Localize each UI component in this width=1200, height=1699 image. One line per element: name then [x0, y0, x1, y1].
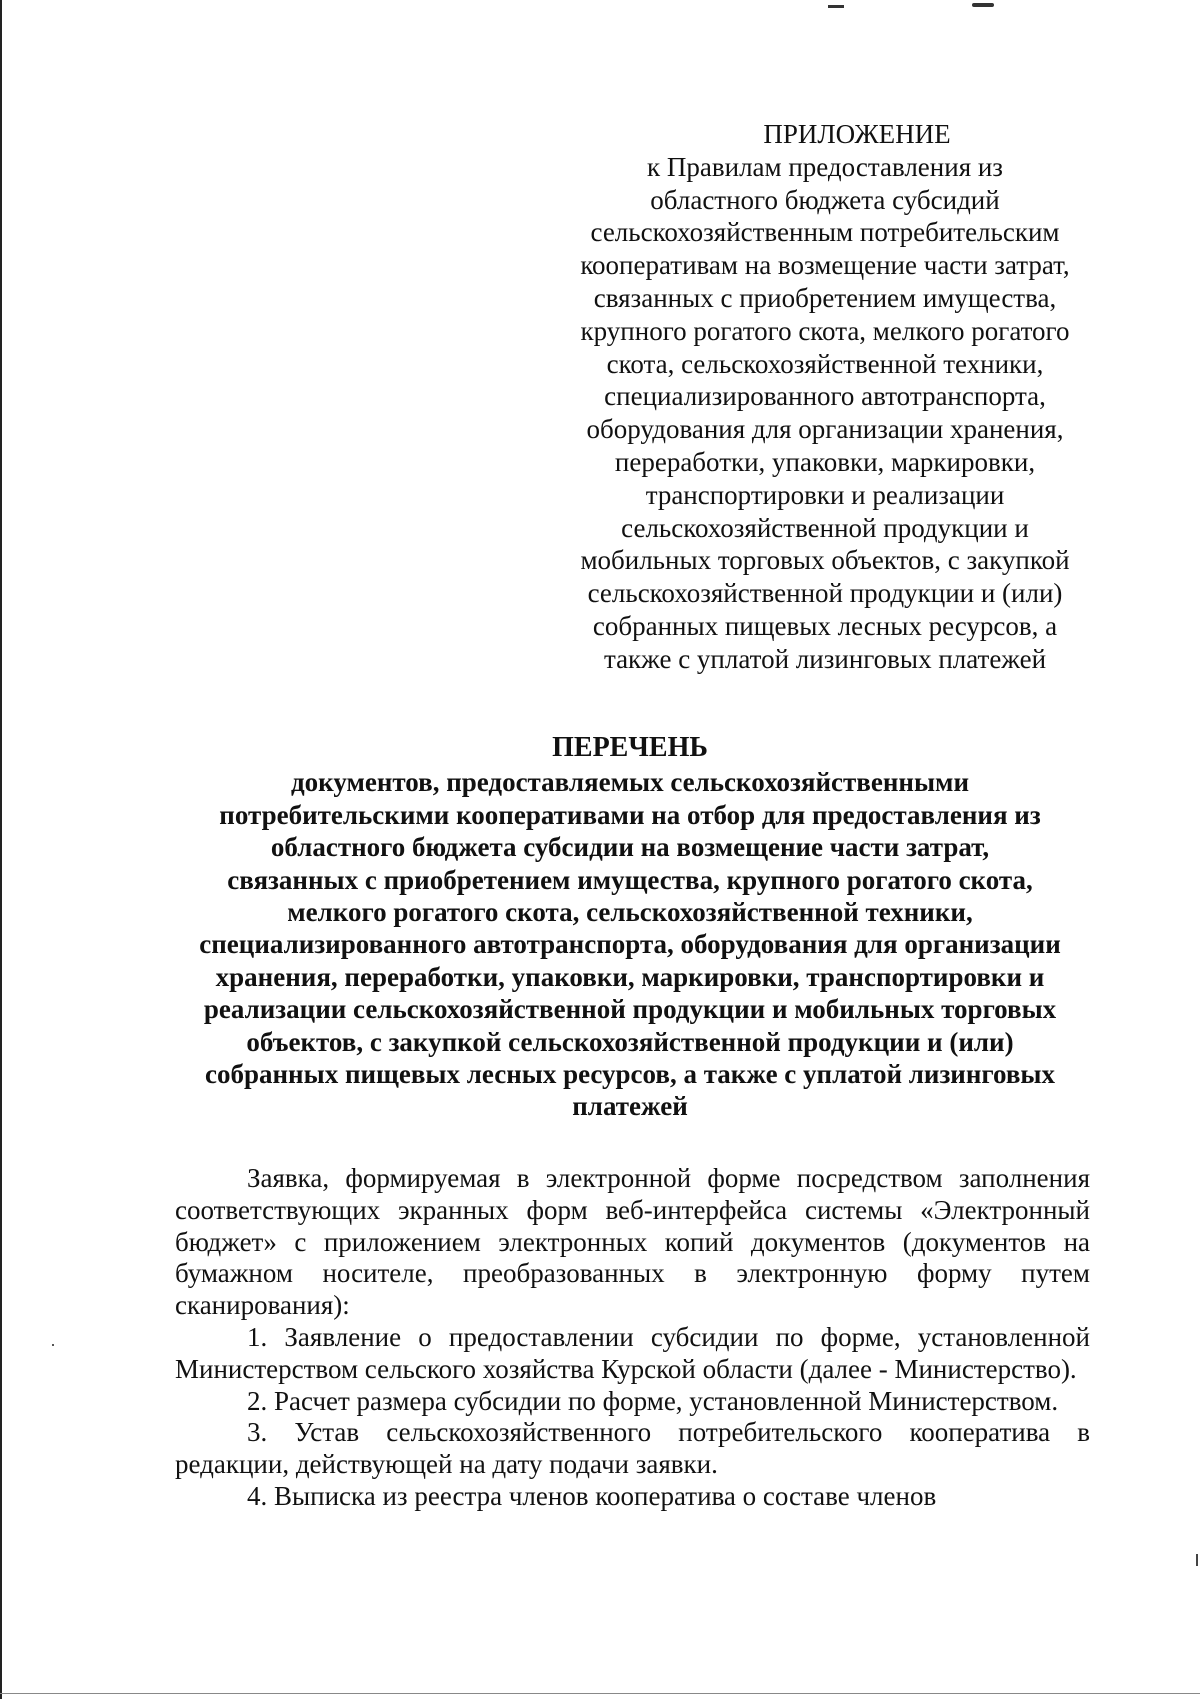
appendix-line: связанных с приобретением имущества, [593, 282, 1057, 313]
appendix-line: мобильных торговых объектов, с закупкой [580, 545, 1070, 576]
appendix-line: сельскохозяйственным потребительским [590, 217, 1060, 248]
appendix-line: крупного рогатого скота, мелкого рогатого [580, 315, 1070, 346]
list-item-3: 3. Устав сельскохозяйственного потребительского кооператива в редакции, действующей на дату подачи заявки. [175, 1417, 1090, 1480]
list-item-4: 4. Выписка из реестра членов кооператива о составе членов [247, 1480, 937, 1511]
list-item-1: 1. Заявление о предоставлении субсидии по форме, установленной Министерством сельского хозяйства Курской области (далее - Министерство). [175, 1321, 1090, 1384]
heading-line: объектов, с закупкой сельскохозяйственной продукции и (или) [246, 1026, 1014, 1057]
heading-line: собранных пищевых лесных ресурсов, а также с уплатой лизинговых [205, 1059, 1055, 1090]
appendix-line: скота, сельскохозяйственной техники, [606, 348, 1044, 379]
heading-line: мелкого рогатого скота, сельскохозяйственной техники, [287, 897, 973, 928]
heading-line: специализированного автотранспорта, оборудования для организации [199, 929, 1061, 960]
appendix-line: оборудования для организации хранения, [586, 414, 1064, 445]
heading-line: документов, предоставляемых сельскохозяйственными [290, 767, 970, 798]
appendix-line: также с уплатой лизинговых платежей [603, 643, 1047, 674]
scan-mark [1196, 1554, 1198, 1566]
heading-line: хранения, переработки, упаковки, маркировки, транспортировки и [215, 961, 1045, 992]
appendix-title: ПРИЛОЖЕНИЕ [763, 119, 951, 149]
document-body [175, 1163, 1090, 1513]
heading-line: платежей [572, 1091, 688, 1122]
heading-line: реализации сельскохозяйственной продукции и мобильных торговых [203, 994, 1057, 1025]
scan-mark [828, 5, 844, 8]
heading-line: потребительскими кооперативами на отбор для предоставления из [219, 799, 1041, 830]
document-heading [150, 732, 1110, 1123]
appendix-line: специализированного автотранспорта, [604, 381, 1046, 412]
intro-paragraph: Заявка, формируемая в электронной форме посредством заполнения соответствующих экранных форм веб-интерфейса системы «Электронный бюджет» с приложением электронных копий документов (документов на бумажном носителе, преобразованных в электронную форму путем сканирования): [175, 1163, 1090, 1321]
appendix-line: собранных пищевых лесных ресурсов, а [592, 610, 1058, 641]
scan-mark [972, 3, 994, 7]
appendix-line: сельскохозяйственной продукции и [621, 512, 1029, 543]
appendix-line: транспортировки и реализации [645, 479, 1005, 510]
scan-edge-left [0, 0, 2, 1699]
list-item-2: 2. Расчет размера субсидии по форме, установленной Министерством. [247, 1385, 1059, 1416]
heading-title: ПЕРЕЧЕНЬ [552, 732, 708, 763]
scan-dot [52, 1344, 54, 1346]
appendix-line: сельскохозяйственной продукции и (или) [587, 578, 1063, 609]
appendix-line: кооперативам на возмещение части затрат, [580, 250, 1070, 281]
appendix-line: к Правилам предоставления из [647, 151, 1003, 182]
appendix-block [550, 118, 1100, 676]
scan-edge-bottom [0, 1693, 1200, 1694]
appendix-line: переработки, упаковки, маркировки, [614, 446, 1036, 477]
heading-line: областного бюджета субсидии на возмещение части затрат, [270, 832, 990, 863]
appendix-line: областного бюджета субсидий [650, 184, 1000, 215]
heading-line: связанных с приобретением имущества, крупного рогатого скота, [227, 864, 1033, 895]
